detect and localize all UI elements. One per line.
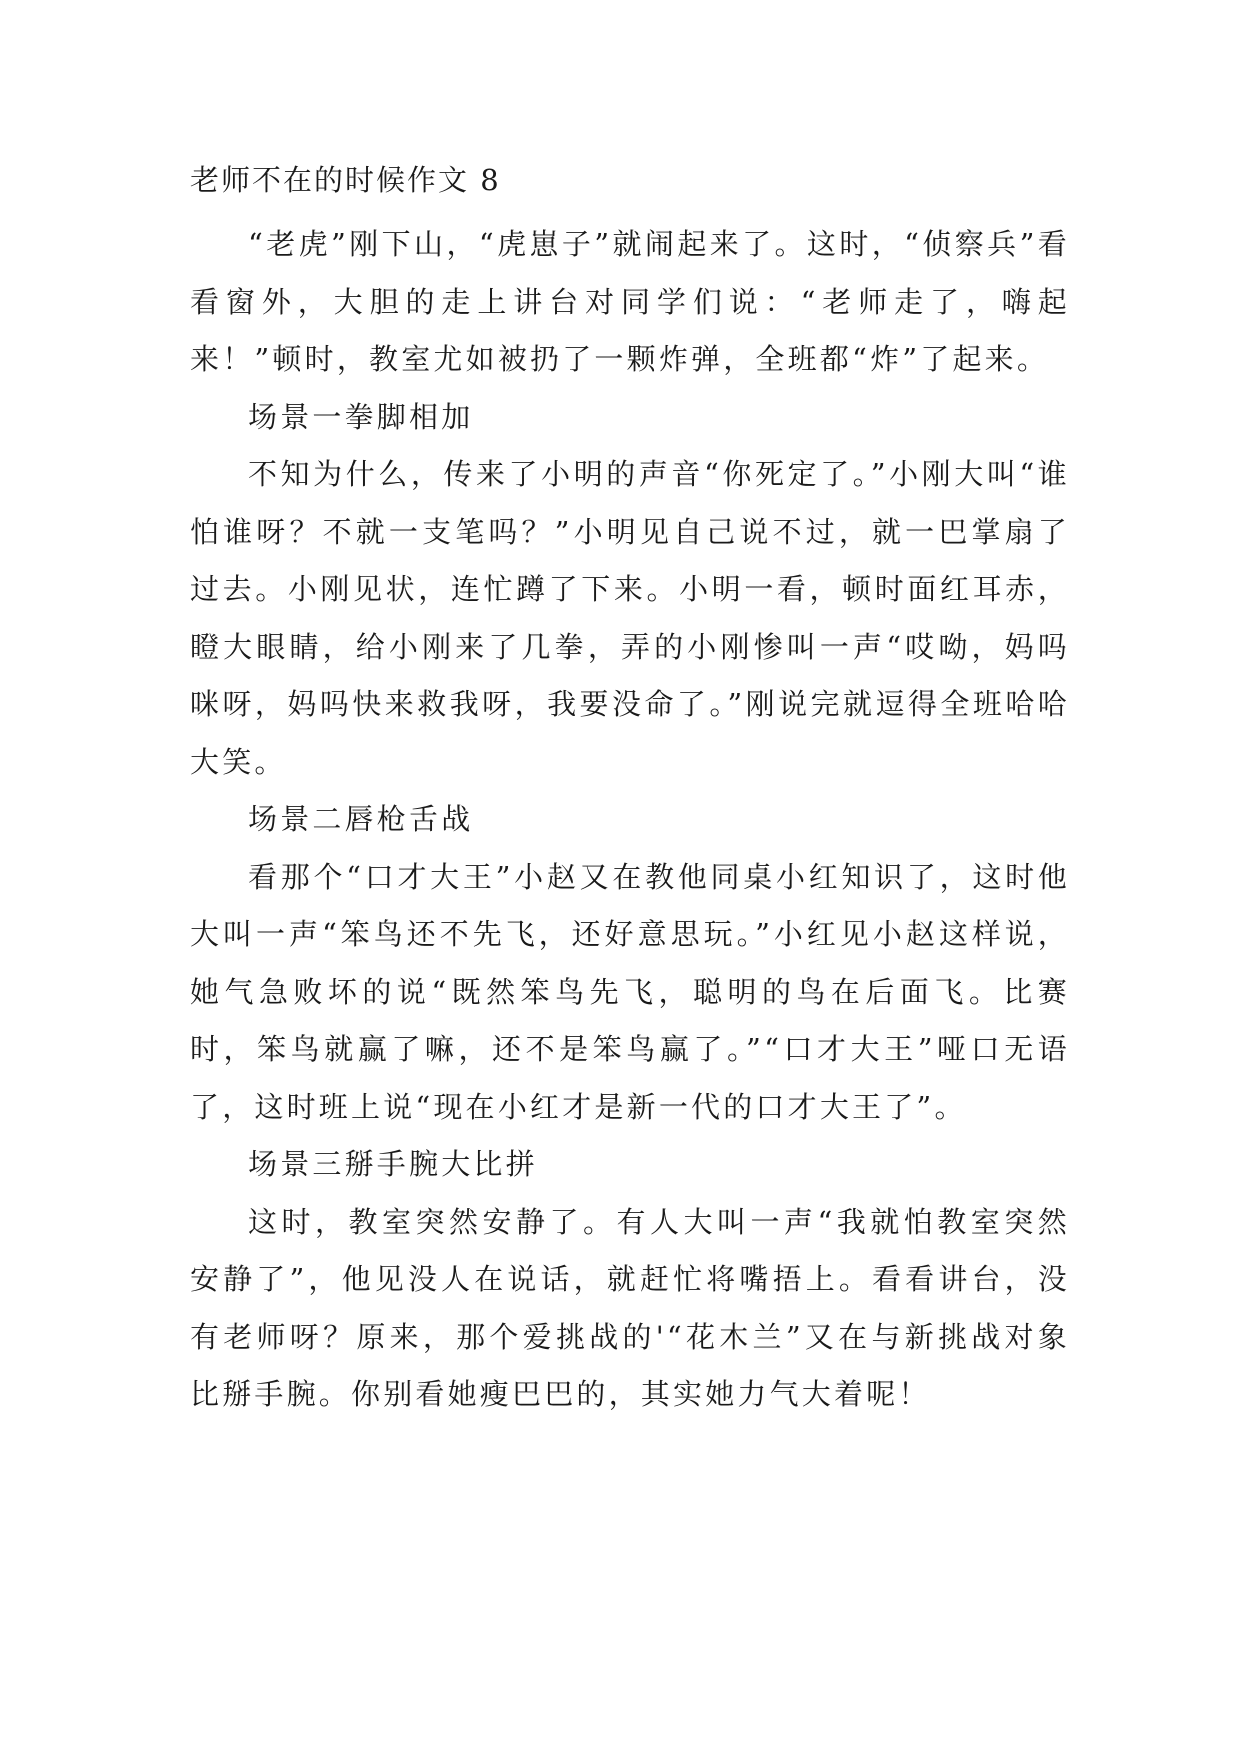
section-heading-1: 场景一拳脚相加 (248, 399, 474, 434)
paragraph-scene-3: 这时，教室突然安静了。有人大叫一声“我就怕教室突然安静了”，他见没人在说话，就赶忙将嘴捂上。看看讲台，没有老师呀？原来，那个爱挑战的'“花木兰”又在与新挑战对象比掰手腕。你别看她瘦巴巴的，其实她力气大着呢！ (190, 1204, 1070, 1411)
paragraph-scene-1: 不知为什么，传来了小明的声音“你死定了。”小刚大叫“谁怕谁呀？不就一支笔吗？”小明见自己说不过，就一巴掌扇了过去。小刚见状，连忙蹲了下来。小明一看，顿时面红耳赤，瞪大眼睛，给小刚来了几拳，弄的小刚惨叫一声“哎呦，妈吗咪呀，妈吗快来救我呀，我要没命了。”刚说完就逗得全班哈哈大笑。 (190, 457, 1070, 779)
section-heading-3: 场景三掰手腕大比拼 (248, 1147, 538, 1181)
document-page (190, 160, 1070, 1424)
paragraph-scene-2: 看那个“口才大王”小赵又在教他同桌小红知识了，这时他大叫一声“笨鸟还不先飞，还好意思玩。”小红见小赵这样说，她气急败坏的说“既然笨鸟先飞，聪明的鸟在后面飞。比赛时，笨鸟就赢了嘛，还不是笨鸟赢了。”“口才大王”哑口无语了，这时班上说“现在小红才是新一代的口才大王了”。 (190, 859, 1070, 1124)
section-heading-2: 场景二唇枪舌战 (248, 802, 474, 836)
paragraph-intro: “老虎”刚下山，“虎崽子”就闹起来了。这时，“侦察兵”看看窗外，大胆的走上讲台对同学们说：“老师走了，嗨起来！”顿时，教室尤如被扔了一颗炸弹，全班都“炸”了起来。 (190, 227, 1070, 376)
document-title: 老师不在的时候作文 8 (190, 163, 501, 197)
